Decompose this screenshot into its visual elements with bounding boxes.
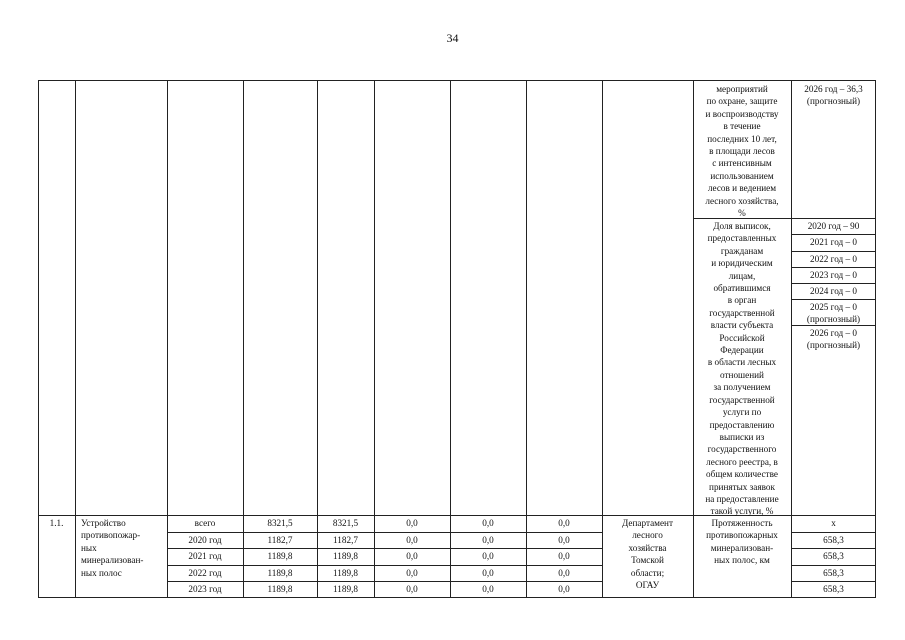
table-border	[38, 80, 876, 81]
indicator-2-text: Доля выписок, предоставленных гражданам и юридическим лицам, обратившимся в орган государственной власти субъекта Российской Федерации в области лесных отношений за получением государственной услуги по предоставлению выписки из государственного лесного реестра, в общем количестве принятых заявок на предоставление такой услуги, %	[705, 221, 779, 517]
funding-cell: 1189,8	[333, 568, 358, 578]
indicator-1-value: 2026 год – 36,3 (прогнозный)	[804, 84, 863, 107]
indicator-value-cell: 658,3	[823, 584, 844, 594]
funding-cell: 0,0	[558, 584, 570, 594]
funding-cell: 0,0	[406, 535, 418, 545]
funding-cell: 1182,7	[333, 535, 358, 545]
row-divider	[791, 532, 876, 533]
total-cell: 1189,8	[267, 584, 293, 594]
funding-cell: 0,0	[482, 551, 494, 561]
row-divider	[167, 565, 602, 566]
indicator-2-value-2020: 2020 год – 90	[807, 221, 860, 231]
row-number: 1.1.	[49, 518, 64, 528]
indicator-2-value-2022: 2022 год – 0	[810, 254, 857, 264]
program-table	[38, 80, 876, 598]
row-divider	[791, 565, 876, 566]
total-cell: 1182,7	[267, 535, 293, 545]
table-border	[38, 597, 876, 598]
funding-cell: 0,0	[406, 518, 418, 528]
indicator-value-cell: 658,3	[823, 551, 844, 561]
indicator-value-cell: 658,3	[823, 535, 844, 545]
period-cell: 2023 год	[188, 584, 222, 594]
funding-cell: 0,0	[558, 518, 570, 528]
funding-cell: 0,0	[482, 568, 494, 578]
period-cell: всего	[194, 518, 216, 528]
activity-name: Устройство противопожар- ных минерализован- ных полос	[81, 518, 144, 578]
funding-cell: 8321,5	[332, 518, 359, 528]
period-cell: 2021 год	[188, 551, 222, 561]
row-divider	[167, 581, 602, 582]
row-divider	[167, 548, 602, 549]
funding-cell: 0,0	[406, 551, 418, 561]
funding-cell: 1189,8	[333, 584, 358, 594]
indicator-2-value-2026: 2026 год – 0 (прогнозный)	[806, 328, 861, 351]
indicator-2-value-2021: 2021 год – 0	[810, 237, 857, 247]
indicator-name: Протяженность противопожарных минерализован- ных полос, км	[706, 518, 778, 566]
funding-cell: 0,0	[558, 535, 570, 545]
column-divider	[75, 80, 76, 598]
funding-cell: 0,0	[406, 568, 418, 578]
period-cell: 2022 год	[188, 568, 222, 578]
total-cell: 1189,8	[267, 551, 293, 561]
funding-cell: 1189,8	[333, 551, 358, 561]
row-divider	[791, 251, 876, 252]
row-divider	[791, 234, 876, 235]
row-divider	[791, 283, 876, 284]
executor: Департамент лесного хозяйства Томской области; ОГАУ	[622, 518, 673, 591]
page-number: 34	[446, 31, 459, 45]
funding-cell: 0,0	[558, 551, 570, 561]
indicator-value-cell: 658,3	[823, 568, 844, 578]
funding-cell: 0,0	[482, 518, 494, 528]
funding-cell: 0,0	[482, 535, 494, 545]
indicator-2-value-2023: 2023 год – 0	[810, 270, 857, 280]
indicator-1-text: мероприятий по охране, защите и воспроизводству в течение последних 10 лет, в площади лесов с интенсивным использованием лесов и ведением лесного хозяйства, %	[705, 84, 779, 219]
total-cell: 8321,5	[267, 518, 293, 528]
indicator-2-value-2024: 2024 год – 0	[810, 286, 857, 296]
indicator-2-value-2025: 2025 год – 0 (прогнозный)	[806, 302, 861, 325]
row-divider	[791, 299, 876, 300]
funding-cell: 0,0	[406, 584, 418, 594]
funding-cell: 0,0	[482, 584, 494, 594]
period-cell: 2020 год	[188, 535, 222, 545]
row-divider	[791, 548, 876, 549]
row-divider	[791, 581, 876, 582]
row-divider	[167, 532, 602, 533]
row-divider	[791, 267, 876, 268]
total-cell: 1189,8	[267, 568, 293, 578]
indicator-value-cell: х	[831, 518, 836, 528]
funding-cell: 0,0	[558, 568, 570, 578]
